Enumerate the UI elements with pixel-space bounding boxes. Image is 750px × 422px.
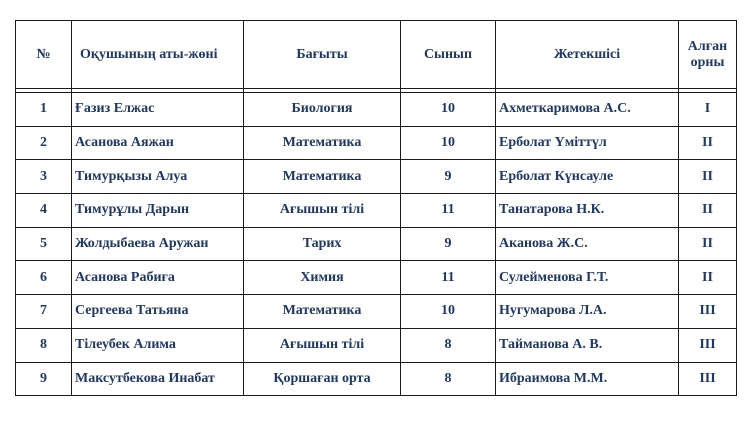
table-header [16, 21, 737, 93]
cell-direction: Қоршаған орта [244, 362, 401, 396]
header-student-name: Оқушының аты-жөні [72, 21, 244, 89]
cell-grade: 10 [401, 93, 496, 127]
header-supervisor: Жетекшісі [496, 21, 679, 89]
table-row [16, 93, 737, 127]
results-table [15, 20, 737, 396]
cell-supervisor: Ерболат Үміттүл [496, 126, 679, 160]
cell-supervisor: Аканова Ж.С. [496, 227, 679, 261]
cell-place: ІІ [679, 227, 737, 261]
cell-place: ІІ [679, 194, 737, 228]
cell-supervisor: Танатарова Н.К. [496, 194, 679, 228]
cell-place: ІІ [679, 261, 737, 295]
cell-grade: 9 [401, 227, 496, 261]
header-row [16, 21, 737, 89]
cell-number: 8 [16, 328, 72, 362]
cell-student-name: Асанова Аяжан [72, 126, 244, 160]
cell-grade: 8 [401, 328, 496, 362]
cell-grade: 9 [401, 160, 496, 194]
table-row [16, 160, 737, 194]
table-row [16, 126, 737, 160]
cell-direction: Математика [244, 126, 401, 160]
cell-student-name: Тілеубек Алима [72, 328, 244, 362]
cell-supervisor: Ахметкаримова А.С. [496, 93, 679, 127]
header-grade: Сынып [401, 21, 496, 89]
cell-grade: 10 [401, 126, 496, 160]
cell-grade: 11 [401, 194, 496, 228]
header-direction: Бағыты [244, 21, 401, 89]
cell-student-name: Жолдыбаева Аружан [72, 227, 244, 261]
cell-number: 5 [16, 227, 72, 261]
cell-grade: 11 [401, 261, 496, 295]
table-row [16, 261, 737, 295]
cell-place: ІІІ [679, 328, 737, 362]
cell-supervisor: Ерболат Күнсауле [496, 160, 679, 194]
table-body [16, 93, 737, 396]
cell-place: ІІІ [679, 295, 737, 329]
cell-student-name: Ғазиз Елжас [72, 93, 244, 127]
cell-direction: Химия [244, 261, 401, 295]
cell-supervisor: Ибраимова М.М. [496, 362, 679, 396]
results-table-container [15, 20, 737, 396]
cell-number: 4 [16, 194, 72, 228]
cell-direction: Ағышын тілі [244, 328, 401, 362]
cell-direction: Биология [244, 93, 401, 127]
cell-number: 7 [16, 295, 72, 329]
cell-place: ІІ [679, 126, 737, 160]
table-row [16, 362, 737, 396]
cell-student-name: Асанова Рабиға [72, 261, 244, 295]
cell-place: І [679, 93, 737, 127]
table-row [16, 295, 737, 329]
table-row [16, 194, 737, 228]
header-number: № [16, 21, 72, 89]
cell-grade: 10 [401, 295, 496, 329]
cell-direction: Математика [244, 295, 401, 329]
cell-student-name: Сергеева Татьяна [72, 295, 244, 329]
cell-student-name: Тимурқызы Алуа [72, 160, 244, 194]
cell-direction: Тарих [244, 227, 401, 261]
cell-direction: Ағышын тілі [244, 194, 401, 228]
cell-direction: Математика [244, 160, 401, 194]
cell-number: 9 [16, 362, 72, 396]
cell-student-name: Тимурұлы Дарын [72, 194, 244, 228]
cell-place: ІІІ [679, 362, 737, 396]
cell-supervisor: Нугумарова Л.А. [496, 295, 679, 329]
table-row [16, 328, 737, 362]
table-row [16, 227, 737, 261]
cell-number: 3 [16, 160, 72, 194]
cell-number: 6 [16, 261, 72, 295]
cell-grade: 8 [401, 362, 496, 396]
cell-student-name: Максутбекова Инабат [72, 362, 244, 396]
cell-place: ІІ [679, 160, 737, 194]
header-place: Алған орны [679, 21, 737, 89]
cell-supervisor: Тайманова А. В. [496, 328, 679, 362]
cell-supervisor: Сулейменова Г.Т. [496, 261, 679, 295]
cell-number: 2 [16, 126, 72, 160]
cell-number: 1 [16, 93, 72, 127]
